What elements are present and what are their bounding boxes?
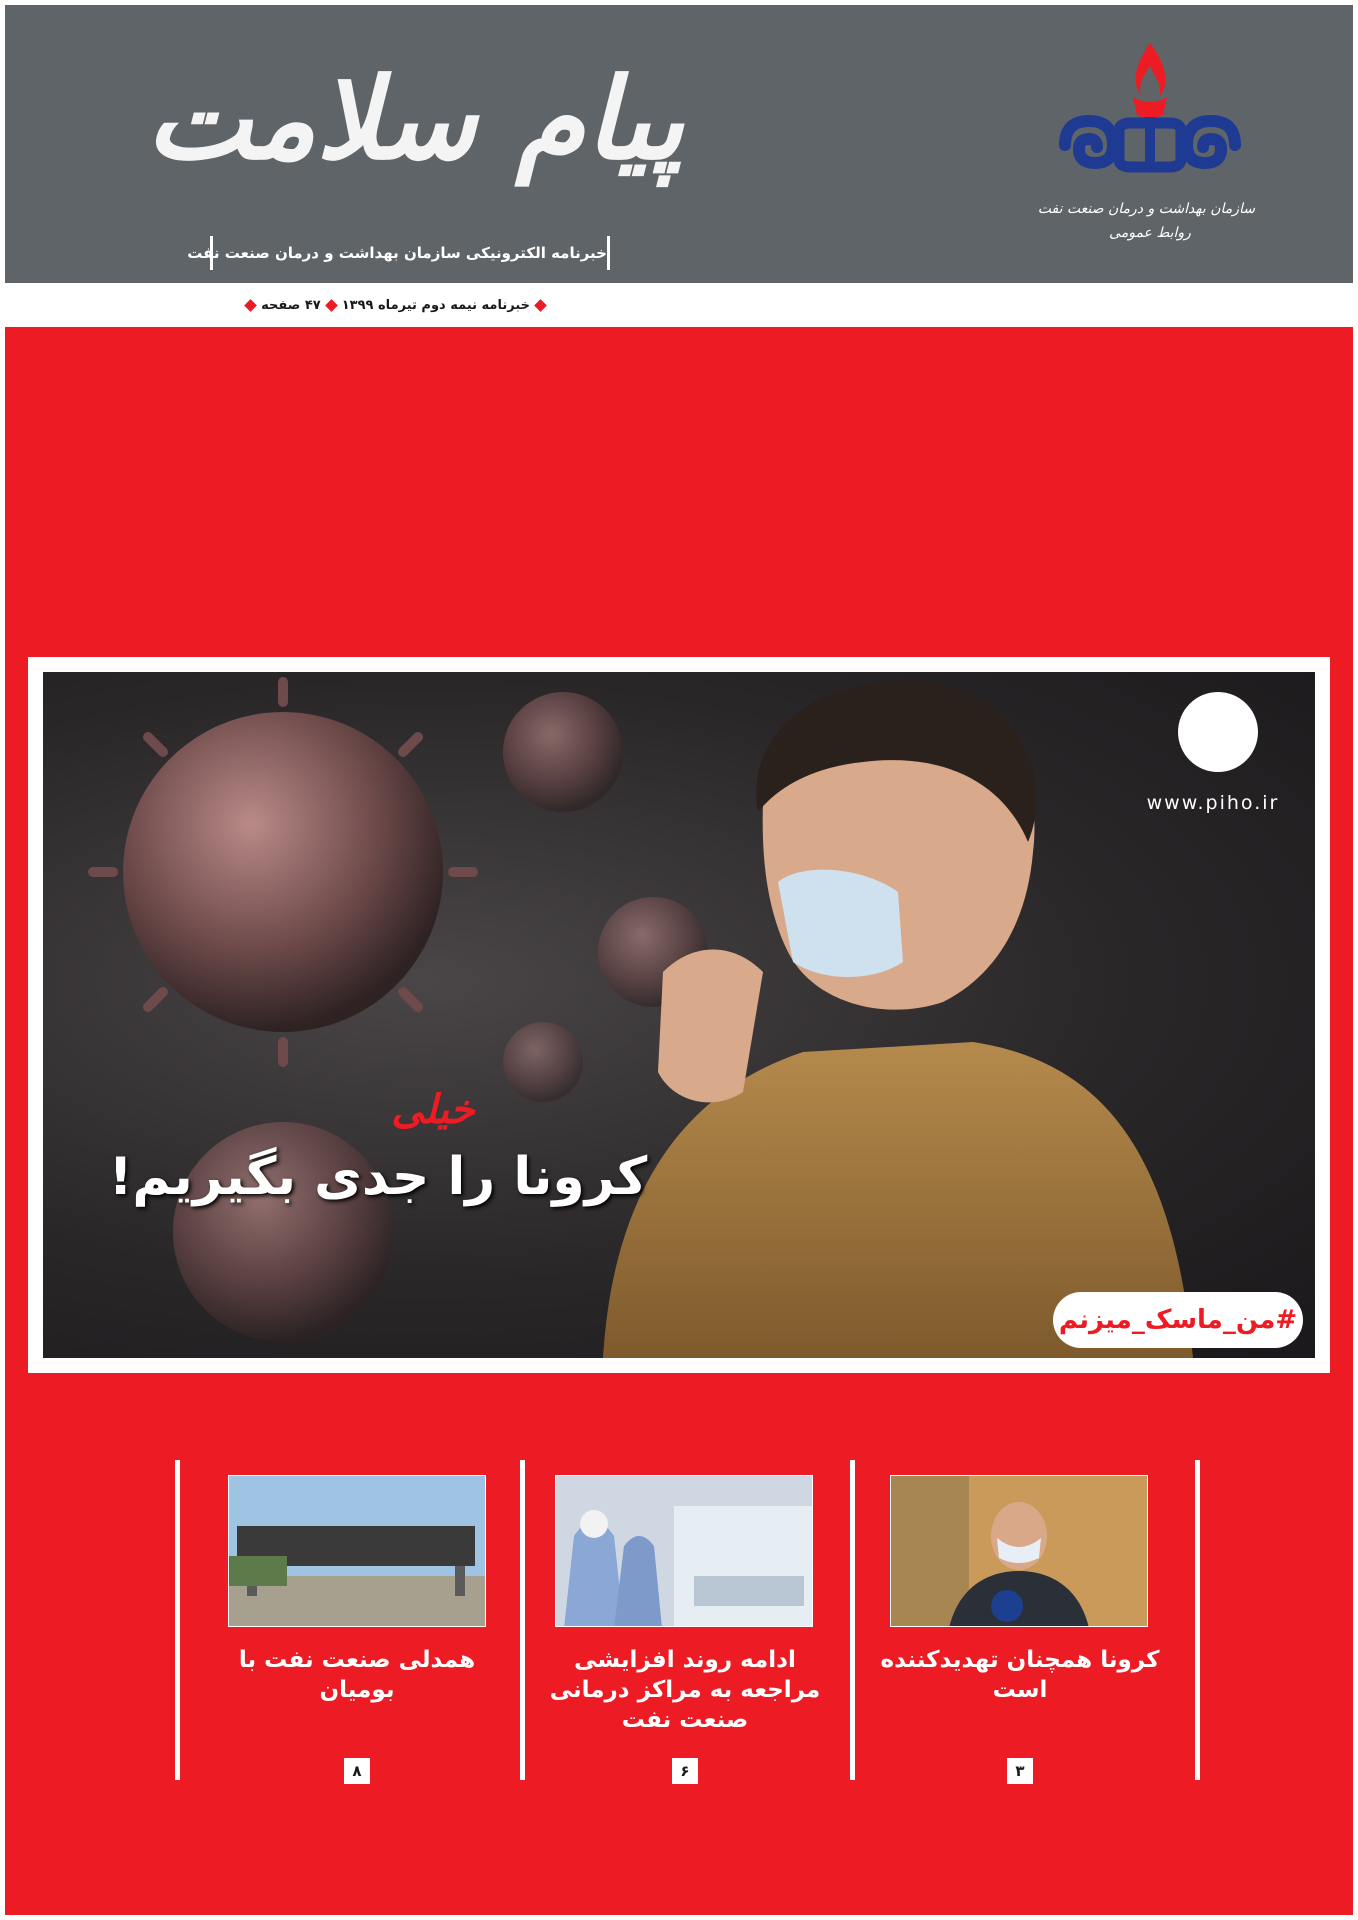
newsletter-title: پیام سلامت: [145, 54, 685, 185]
org-department: روابط عمومی: [1109, 225, 1191, 241]
masthead: [5, 5, 1353, 283]
article-title[interactable]: کرونا همچنان تهدیدکننده است: [880, 1647, 1160, 1703]
article-thumbnail[interactable]: [890, 1475, 1148, 1627]
page-number[interactable]: ۶: [672, 1758, 698, 1784]
org-name: سازمان بهداشت و درمان صنعت نفت: [1037, 201, 1255, 217]
column-divider: [520, 1460, 525, 1780]
hero-logo-icon: [1178, 692, 1258, 772]
page-number[interactable]: ۸: [344, 1758, 370, 1784]
article-title[interactable]: همدلی صنعت نفت با بومیان: [238, 1647, 476, 1703]
hashtag-badge: #من_ماسک_میزنم: [1053, 1292, 1303, 1348]
column-divider: [1195, 1460, 1200, 1780]
page-number[interactable]: ۳: [1007, 1758, 1033, 1784]
issue-info: [215, 293, 545, 317]
column-divider: [850, 1460, 855, 1780]
nioc-flame-logo-icon: [1045, 35, 1255, 195]
hospital-ward-photo: [555, 1476, 812, 1627]
hero-poster: [43, 672, 1315, 1358]
diamond-bullet-icon: [244, 299, 257, 312]
coronavirus-illustration: [43, 672, 1315, 1358]
slogan-accent: خیلی: [391, 1086, 475, 1133]
hero-slogan: کرونا را جدی بگیریم!: [108, 1147, 648, 1207]
column-divider: [175, 1460, 180, 1780]
website-url[interactable]: www.piho.ir: [1146, 792, 1280, 814]
newsletter-subtitle: خبرنامه الکترونیکی سازمان بهداشت و درمان صنعت نفت: [210, 236, 610, 270]
article-thumbnail[interactable]: [228, 1475, 486, 1627]
article-thumbnail[interactable]: [555, 1475, 813, 1627]
hospital-gate-photo: [228, 1476, 485, 1627]
speaker-photo: [890, 1476, 1147, 1627]
diamond-bullet-icon: [325, 299, 338, 312]
issue-edition: خبرنامه نیمه دوم تیرماه ۱۳۹۹: [341, 297, 530, 313]
diamond-bullet-icon: [534, 299, 547, 312]
article-title[interactable]: ادامه روند افزایشی مراجعه به مراکز درمانی صنعت نفت: [549, 1647, 821, 1733]
issue-strip: [5, 283, 1353, 327]
issue-pages: ۴۷ صفحه: [261, 297, 321, 313]
